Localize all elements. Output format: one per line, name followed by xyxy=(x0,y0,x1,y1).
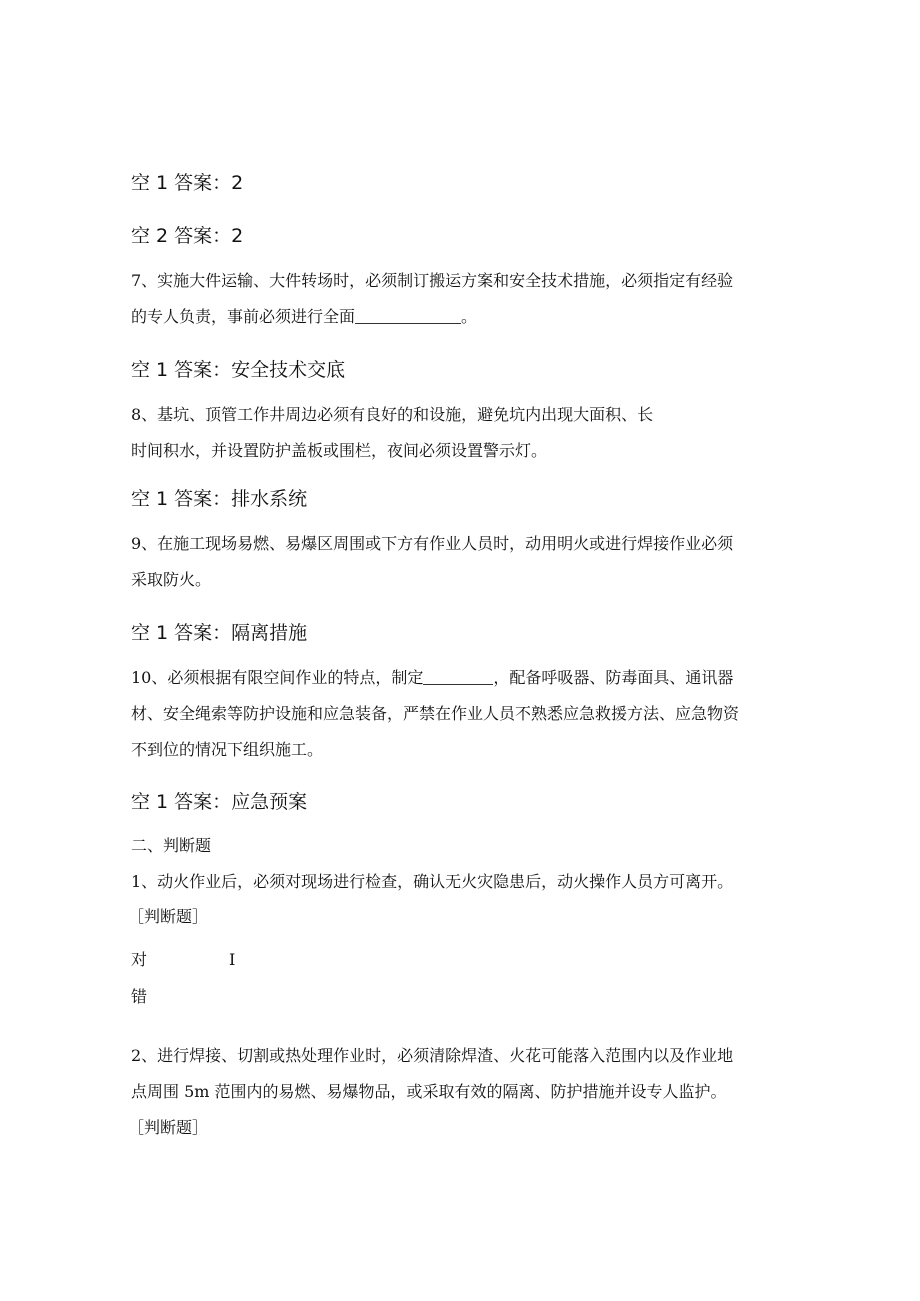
question-10-line-2: 材、安全绳索等防护设施和应急装备，严禁在作业人员不熟悉应急救援方法、应急物资 xyxy=(131,704,740,723)
judgement-2-line-1: 2、进行焊接、切割或热处理作业时，必须清除焊渣、火花可能落入范围内以及作业地 xyxy=(131,1046,734,1065)
question-7-line-2 xyxy=(131,299,791,335)
question-9 xyxy=(131,526,791,598)
section-title-judgement: 二、判断题 xyxy=(131,836,212,855)
answer-question-7: 空 1 答案：安全技术交底 xyxy=(131,359,346,381)
question-7-end: 。 xyxy=(461,307,478,326)
judgement-2-line-2: 点周围 5m 范围内的易燃、易爆物品，或采取有效的隔离、防护措施并设专人监护。 xyxy=(131,1082,727,1101)
question-9-line-2: 采取防火。 xyxy=(131,570,212,589)
question-10-text-after: ，配备呼吸器、防毒面具、通讯器 xyxy=(493,668,734,687)
question-9-line-1: 9、在施工现场易燃、易爆区周围或下方有作业人员时，动用明火或进行焊接作业必须 xyxy=(131,534,734,553)
question-10-blank xyxy=(423,666,493,685)
question-7-text: 的专人负责，事前必须进行全面 xyxy=(131,307,356,326)
question-7-blank xyxy=(355,305,461,324)
question-7-line-1: 7、实施大件运输、大件转场时，必须制订搬运方案和安全技术措施，必须指定有经验 xyxy=(131,271,734,290)
judgement-question-2 xyxy=(131,1038,791,1110)
option-false[interactable]: 错 xyxy=(131,987,148,1006)
judgement-question-1 xyxy=(131,864,791,900)
answer-question-9: 空 1 答案：隔离措施 xyxy=(131,622,308,644)
question-8-line-1: 8、基坑、顶管工作井周边必须有良好的和设施，避免坑内出现大面积、长 xyxy=(131,405,654,424)
judgement-2-type: ［判断题］ xyxy=(128,1118,209,1137)
judgement-1-type: ［判断题］ xyxy=(128,907,209,926)
option-true-mark: I xyxy=(229,950,236,969)
answer-question-8: 空 1 答案：排水系统 xyxy=(131,488,308,510)
question-7 xyxy=(131,263,791,335)
question-10 xyxy=(131,660,791,768)
question-8 xyxy=(131,397,791,469)
question-8-line-2: 时间积水，并设置防护盖板或围栏，夜间必须设置警示灯。 xyxy=(131,441,548,460)
question-10-line-3: 不到位的情况下组织施工。 xyxy=(131,740,324,759)
question-10-text: 10、必须根据有限空间作业的特点，制定 xyxy=(131,668,424,687)
answer-question-10: 空 1 答案：应急预案 xyxy=(131,791,308,813)
option-true[interactable]: 对 xyxy=(131,950,148,969)
judgement-1-text: 1、动火作业后，必须对现场进行检查，确认无火灾隐患后，动火操作人员方可离开。 xyxy=(131,872,734,891)
answer-blank-2: 空 2 答案：2 xyxy=(131,225,244,247)
question-10-line-1 xyxy=(131,660,791,696)
answer-blank-1: 空 1 答案：2 xyxy=(131,172,244,194)
